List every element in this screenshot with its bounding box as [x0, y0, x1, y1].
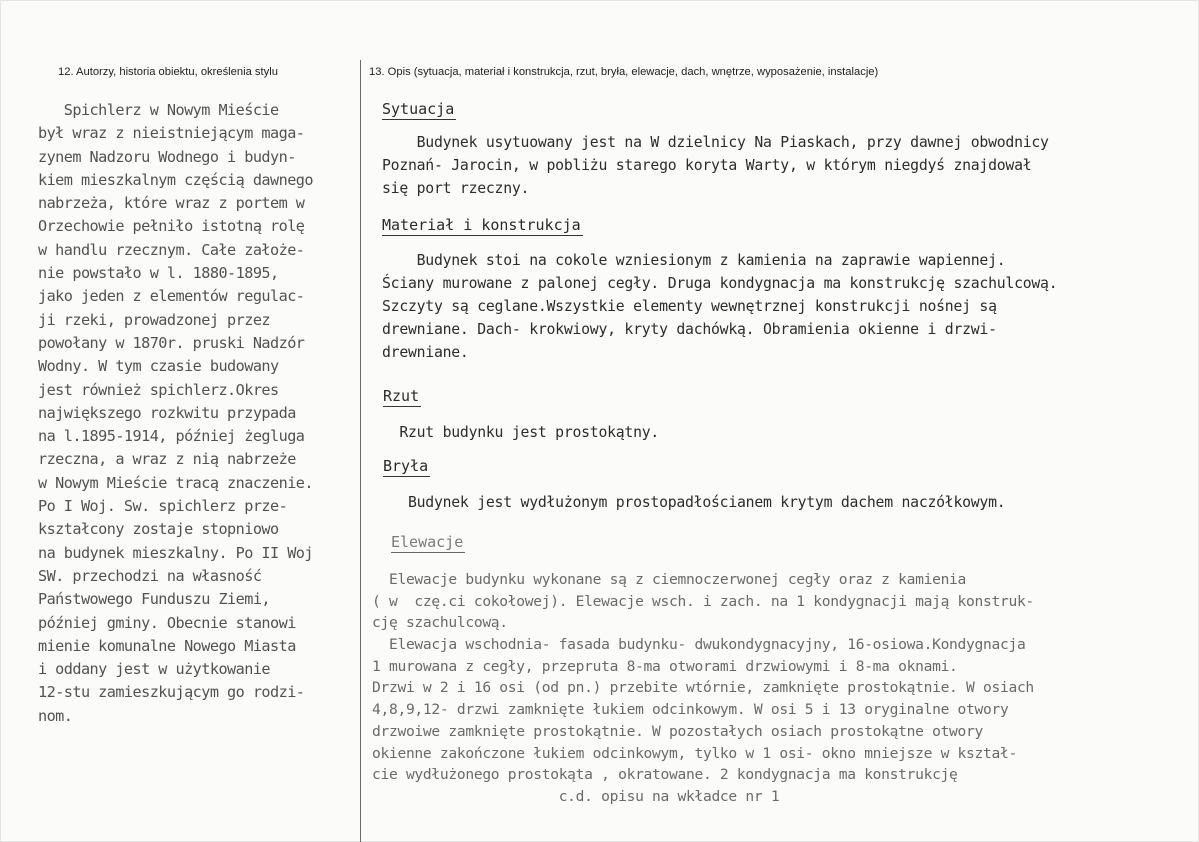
history-line: 12-stu zamieszkującym go rodzi-	[38, 683, 305, 702]
section-body-elewacje	[372, 569, 1034, 808]
text-line: okienne zakończone łukiem odcinkowym, tylko w 1 osi- okno mniejsze w kształ-	[372, 744, 1017, 762]
text-line: Poznań- Jarocin, w pobliżu starego koryta Warty, w którym niegdyś znajdował	[382, 157, 1032, 174]
text-line: 1 murowana z cegły, przepruta 8-ma otworami drzwiowymi i 8-ma oknami.	[372, 657, 958, 675]
text-line: cję szachulcową.	[372, 614, 508, 632]
section-title-bryla: Bryła	[383, 457, 429, 475]
text-line: Budynek usytuowany jest na W dzielnicy Na Piaskach, przy dawnej obwodnicy	[382, 134, 1049, 151]
section-title-sytuacja: Sytuacja	[382, 100, 455, 118]
text-line: cie wydłużonego prostokąta , okratowane. 2 kondygnacja ma konstrukcję	[372, 766, 958, 784]
history-line: nom.	[38, 706, 73, 725]
header-description: 13. Opis (sytuacja, materiał i konstrukcja, rzut, bryła, elewacje, dach, wnętrze, wyposażenie, instalacje)	[369, 66, 879, 78]
text-line: Elewacje budynku wykonane są z ciemnoczerwonej cegły oraz z kamienia	[372, 571, 967, 588]
history-line: kształcony zostaje stopniowo	[38, 520, 279, 539]
history-line: zynem Nadzoru Wodnego i budyn-	[38, 147, 296, 166]
history-line: nabrzeża, które wraz z portem w	[38, 194, 305, 213]
text-line: drewniane.	[382, 344, 469, 361]
history-line: rzeczna, a wraz z nią nabrzeże	[38, 450, 296, 469]
text-line: się port rzeczny.	[382, 180, 530, 197]
history-line: jest również spichlerz.Okres	[38, 380, 279, 399]
section-body-sytuacja	[382, 131, 1049, 200]
history-line: i oddany jest w użytkowanie	[38, 660, 271, 679]
history-line: nie powstało w l. 1880-1895,	[38, 264, 279, 283]
history-line: mienie komunalne Nowego Miasta	[38, 636, 296, 655]
history-line: największego rozkwitu przypada	[38, 403, 296, 422]
history-line: był wraz z nieistniejącym maga-	[38, 124, 305, 143]
text-line: Budynek jest wydłużonym prostopadłościanem krytym dachem naczółkowym.	[382, 494, 1006, 511]
history-line: na l.1895-1914, później żegluga	[38, 427, 305, 446]
history-line: Po I Woj. Sw. spichlerz prze-	[38, 497, 288, 516]
text-line: c.d. opisu na wkładce nr 1	[372, 787, 780, 805]
history-line: kiem mieszkalnym częścią dawnego	[38, 170, 313, 189]
history-line: ji rzeki, prowadzonej przez	[38, 310, 271, 329]
section-title-elewacje: Elewacje	[391, 533, 464, 551]
text-line: Szczyty są ceglane.Wszystkie elementy wewnętrznej konstrukcji nośnej są	[382, 298, 997, 315]
history-line: SW. przechodzi na własność	[38, 566, 262, 585]
history-line: później gminy. Obecnie stanowi	[38, 613, 296, 632]
text-line: Elewacja wschodnia- fasada budynku- dwukondygnacyjny, 16-osiowa.Kondygnacja	[372, 636, 1026, 654]
history-line: Wodny. W tym czasie budowany	[38, 357, 279, 376]
section-body-rzut	[382, 421, 659, 444]
history-line: Orzechowie pełniło istotną rolę	[38, 217, 305, 236]
history-line: jako jeden z elementów regulac-	[38, 287, 305, 306]
text-line: Ściany murowane z palonej cegły. Druga kondygnacja ma konstrukcję szachulcową.	[382, 275, 1058, 292]
header-history: 12. Autorzy, historia obiektu, określenia stylu	[58, 66, 278, 78]
text-line: ( w czę.ci cokołowej). Elewacje wsch. i zach. na 1 kondygnacji mają konstruk-	[372, 592, 1034, 610]
text-line: Budynek stoi na cokole wzniesionym z kamienia na zaprawie wapiennej.	[382, 252, 1006, 269]
text-line: drewniane. Dach- krokwiowy, kryty dachówką. Obramienia okienne i drzwi-	[382, 321, 997, 338]
text-line: Drzwi w 2 i 16 osi (od pn.) przebite wtórnie, zamknięte prostokątnie. W osiach	[372, 679, 1034, 697]
history-line: na budynek mieszkalny. Po II Woj	[38, 543, 313, 562]
section-title-rzut: Rzut	[383, 387, 420, 405]
history-line: powołany w 1870r. pruski Nadzór	[38, 333, 305, 352]
history-line: Spichlerz w Nowym Mieście	[38, 101, 279, 119]
section-title-material: Materiał i konstrukcja	[382, 216, 581, 234]
text-line: Rzut budynku jest prostokątny.	[382, 424, 660, 441]
history-line: w handlu rzecznym. Całe założe-	[38, 240, 305, 259]
text-line: 4,8,9,12- drzwi zamknięte łukiem odcinkowym. W osi 5 i 13 oryginalne otwory	[372, 701, 1009, 719]
history-text	[38, 99, 363, 728]
section-body-bryla	[382, 491, 1005, 514]
section-body-material	[382, 249, 1057, 364]
text-line: drzwoiwe zamknięte prostokątnie. W pozostałych osiach prostokątne otwory	[372, 722, 984, 740]
history-line: w Nowym Mieście tracą znaczenie.	[38, 473, 313, 492]
history-line: Państwowego Funduszu Ziemi,	[38, 590, 271, 609]
